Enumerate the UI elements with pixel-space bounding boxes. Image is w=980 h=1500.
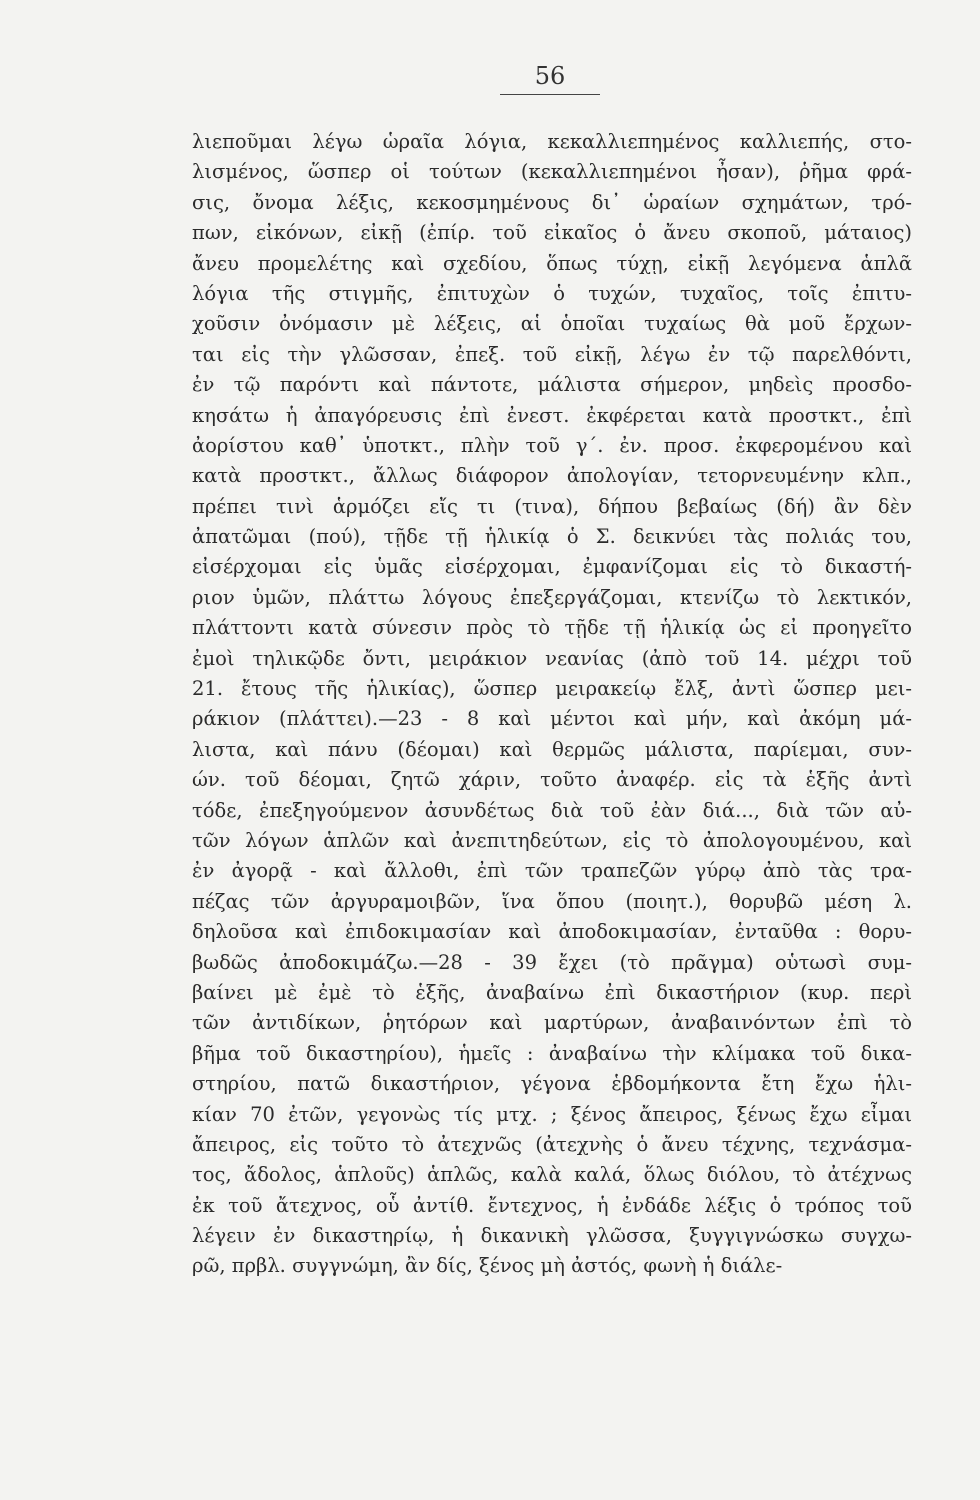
text-line: ἐκ τοῦ ἄτεχνος, οὗ ἀντίθ. ἔντεχνος, ἡ ἐνδάδε λέξις ὁ τρόπος τοῦ (192, 1193, 912, 1217)
commentary-text (192, 127, 912, 1282)
text-line: ράκιον (πλάττει).—23 - 8 καὶ μέντοι καὶ μήν, καὶ ἀκόμη μά- (192, 707, 912, 731)
text-line: πλάττοντι κατὰ σύνεσιν πρὸς τὸ τῇδε τῇ ἡλικίᾳ ὡς εἰ προηγεῖτο (192, 616, 912, 640)
text-line: λέγειν ἐν δικαστηρίῳ, ἡ δικανικὴ γλῶσσα, ξυγγιγνώσκω συγχω- (192, 1224, 912, 1248)
text-line: 21. ἔτους τῆς ἡλικίας), ὥσπερ μειρακείῳ ἔλξ, ἀντὶ ὥσπερ μει- (192, 677, 912, 701)
text-line: τῶν ἀντιδίκων, ῥητόρων καὶ μαρτύρων, ἀναβαινόντων ἐπὶ τὸ (192, 1011, 912, 1035)
text-line: κατὰ προστκτ., ἄλλως διάφορον ἀπολογίαν, τετορνευμένην κλπ., (192, 464, 912, 488)
text-line: σις, ὄνομα λέξις, κεκοσμημένους δι᾽ ὡραίων σχημάτων, τρό- (192, 190, 912, 214)
text-line: βωδῶς ἀποδοκιμάζω.—28 - 39 ἔχει (τὸ πρᾶγμα) οὑτωσὶ συμ- (192, 950, 912, 974)
text-line: δηλοῦσα καὶ ἐπιδοκιμασίαν καὶ ἀποδοκιμασίαν, ἐνταῦθα : θορυ- (192, 920, 912, 944)
text-line: ἐμοὶ τηλικῷδε ὄντι, μειράκιον νεανίας (ἀπὸ τοῦ 14. μέχρι τοῦ (192, 646, 912, 670)
page-number-rule (500, 94, 600, 95)
text-line: κησάτω ἡ ἀπαγόρευσις ἐπὶ ἐνεστ. ἐκφέρεται κατὰ προστκτ., ἐπὶ (192, 403, 912, 427)
text-line: ἀπατῶμαι (πού), τῇδε τῇ ἡλικίᾳ ὁ Σ. δεικνύει τὰς πολιάς του, (192, 525, 912, 549)
text-line: ἄνευ προμελέτης καὶ σχεδίου, ὅπως τύχῃ, εἰκῇ λεγόμενα ἁπλᾶ (192, 251, 912, 275)
text-line: ἐν ἀγορᾷ - καὶ ἄλλοθι, ἐπὶ τῶν τραπεζῶν γύρῳ ἀπὸ τὰς τρα- (192, 859, 912, 883)
text-line: κίαν 70 ἐτῶν, γεγονὼς τίς μτχ. ; ξένος ἄπειρος, ξένως ἔχω εἶμαι (192, 1102, 912, 1126)
text-line: πρέπει τινὶ ἁρμόζει εἴς τι (τινα), δήπου βεβαίως (δή) ἂν δὲν (192, 494, 912, 518)
text-line: ται εἰς τὴν γλῶσσαν, ἐπεξ. τοῦ εἰκῇ, λέγω ἐν τῷ παρελθόντι, (192, 342, 912, 366)
text-line: πων, εἰκόνων, εἰκῇ (ἐπίρ. τοῦ εἰκαῖος ὁ ἄνευ σκοποῦ, μάταιος) (192, 221, 912, 245)
text-line: πέζας τῶν ἀργυραμοιβῶν, ἵνα ὅπου (ποιητ.), θορυβῶ μέση λ. (192, 889, 912, 913)
text-line: λισμένος, ὥσπερ οἱ τούτων (κεκαλλιεπημένοι ἦσαν), ῥῆμα φρά- (192, 160, 912, 184)
text-line: ἀορίστου καθ᾽ ὑποτκτ., πλὴν τοῦ γ΄. ἐν. προσ. ἐκφερομένου καὶ (192, 433, 912, 457)
page-number: 56 (534, 62, 566, 90)
text-line: τόδε, ἐπεξηγούμενον ἀσυνδέτως διὰ τοῦ ἐὰν διά..., διὰ τῶν αὐ- (192, 798, 912, 822)
text-line: ἄπειρος, εἰς τοῦτο τὸ ἀτεχνῶς (ἀτεχνὴς ὁ ἄνευ τέχνης, τεχνάσμα- (192, 1132, 912, 1156)
text-line: στηρίου, πατῶ δικαστήριον, γέγονα ἑβδομήκοντα ἔτη ἔχω ἡλι- (192, 1072, 912, 1096)
text-line: ρῶ, πρβλ. συγγνώμη, ἂν δίς, ξένος μὴ ἀστός, φωνὴ ἡ διάλε- (192, 1254, 783, 1278)
text-line: ών. τοῦ δέομαι, ζητῶ χάριν, τοῦτο ἀναφέρ. εἰς τὰ ἑξῆς ἀντὶ (192, 768, 912, 792)
text-line: λόγια τῆς στιγμῆς, ἐπιτυχὼν ὁ τυχών, τυχαῖος, τοῖς ἐπιτυ- (192, 281, 912, 305)
text-line: ἐν τῷ παρόντι καὶ πάντοτε, μάλιστα σήμερον, μηδεὶς προσδο- (192, 373, 912, 397)
text-line: βαίνει μὲ ἐμὲ τὸ ἑξῆς, ἀναβαίνω ἐπὶ δικαστήριον (κυρ. περὶ (192, 980, 912, 1004)
text-line: χοῦσιν ὀνόμασιν μὲ λέξεις, αἱ ὁποῖαι τυχαίως θὰ μοῦ ἔρχων- (192, 312, 912, 336)
text-line: τῶν λόγων ἁπλῶν καὶ ἀνεπιτηδεύτων, εἰς τὸ ἀπολογουμένου, καὶ (192, 828, 912, 852)
text-line: βῆμα τοῦ δικαστηρίου), ἡμεῖς : ἀναβαίνω τὴν κλίμακα τοῦ δικα- (192, 1041, 912, 1065)
text-line: λιεποῦμαι λέγω ὡραῖα λόγια, κεκαλλιεπημένος καλλιεπής, στο- (192, 130, 912, 153)
text-line: ριον ὑμῶν, πλάττω λόγους ἐπεξεργάζομαι, κτενίζω τὸ λεκτικόν, (192, 585, 912, 609)
text-line: λιστα, καὶ πάνυ (δέομαι) καὶ θερμῶς μάλιστα, παρίεμαι, συν- (192, 737, 912, 761)
text-line: εἰσέρχομαι εἰς ὑμᾶς εἰσέρχομαι, ἐμφανίζομαι εἰς τὸ δικαστή- (192, 555, 912, 579)
text-line: τος, ἄδολος, ἁπλοῦς) ἁπλῶς, καλὰ καλά, ὅλως διόλου, τὸ ἀτέχνως (192, 1163, 912, 1187)
